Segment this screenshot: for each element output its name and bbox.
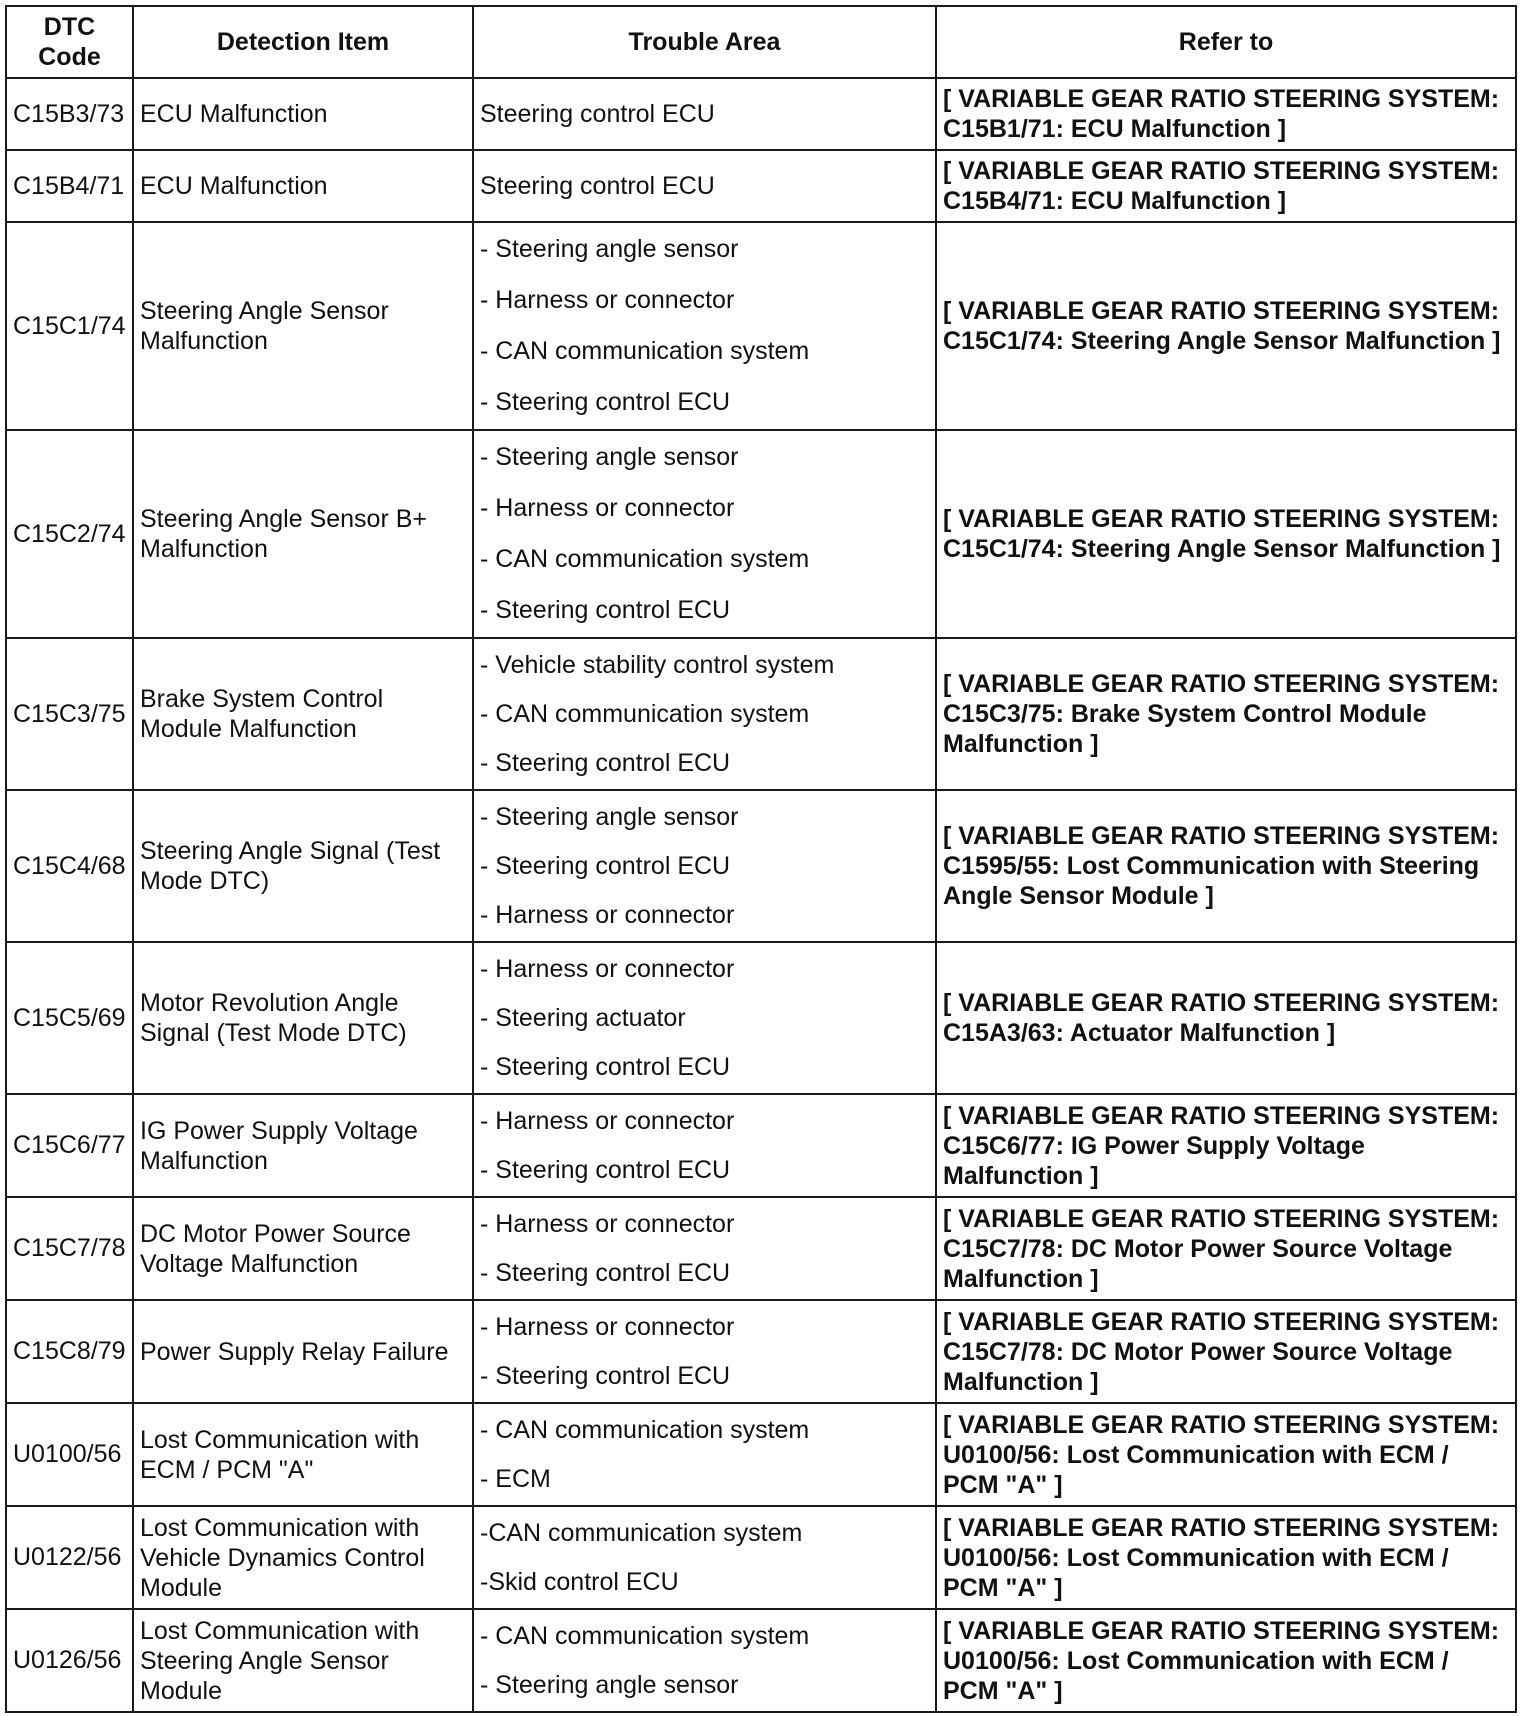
dtc-code-cell: C15B4/71 (6, 150, 133, 222)
trouble-area-line: - CAN communication system (480, 545, 810, 573)
trouble-area-line: -Skid control ECU (480, 1567, 679, 1596)
trouble-area-cell (473, 1094, 936, 1197)
table-row (6, 1403, 1516, 1506)
refer-to-cell: [ VARIABLE GEAR RATIO STEERING SYSTEM: C15C3/75: Brake System Control Module Malfunction ] (936, 638, 1516, 790)
trouble-area-line: - Harness or connector (480, 494, 735, 522)
table-row (6, 790, 1516, 942)
detection-item-cell: IG Power Supply Voltage Malfunction (133, 1094, 473, 1197)
refer-to-cell: [ VARIABLE GEAR RATIO STEERING SYSTEM: C15B4/71: ECU Malfunction ] (936, 150, 1516, 222)
trouble-area-line: - Steering angle sensor (480, 802, 739, 831)
detection-item-cell: Lost Communication with ECM / PCM "A" (133, 1403, 473, 1506)
trouble-area-line: - CAN communication system (480, 1415, 810, 1444)
trouble-area-line: - CAN communication system (480, 1621, 810, 1650)
table-row (6, 150, 1516, 222)
detection-item-cell: DC Motor Power Source Voltage Malfunction (133, 1197, 473, 1300)
trouble-area-line: - Steering angle sensor (480, 443, 739, 471)
trouble-area-cell (473, 150, 936, 222)
dtc-code-cell: U0122/56 (6, 1506, 133, 1609)
refer-to-cell: [ VARIABLE GEAR RATIO STEERING SYSTEM: C15A3/63: Actuator Malfunction ] (936, 942, 1516, 1094)
table-row (6, 222, 1516, 430)
table-row (6, 1506, 1516, 1609)
table-row (6, 1609, 1516, 1712)
detection-item-cell: ECU Malfunction (133, 150, 473, 222)
trouble-area-line: - Steering control ECU (480, 596, 731, 624)
trouble-area-line: - Harness or connector (480, 1209, 735, 1238)
trouble-area-cell (473, 638, 936, 790)
table-row (6, 1094, 1516, 1197)
detection-item-cell: Lost Communication with Vehicle Dynamics Control Module (133, 1506, 473, 1609)
trouble-area-cell (473, 222, 936, 430)
trouble-area-line: - Steering control ECU (480, 748, 731, 777)
dtc-code-cell: U0100/56 (6, 1403, 133, 1506)
header-refer-to: Refer to (936, 6, 1516, 78)
trouble-area-line: - Steering control ECU (480, 1052, 731, 1081)
detection-item-cell: ECU Malfunction (133, 78, 473, 150)
trouble-area-line: - Harness or connector (480, 1106, 735, 1135)
dtc-code-cell: C15C8/79 (6, 1300, 133, 1403)
trouble-area-line: - Steering control ECU (480, 1155, 731, 1184)
refer-to-cell: [ VARIABLE GEAR RATIO STEERING SYSTEM: C15B1/71: ECU Malfunction ] (936, 78, 1516, 150)
refer-to-cell: [ VARIABLE GEAR RATIO STEERING SYSTEM: C15C7/78: DC Motor Power Source Voltage Malfunction ] (936, 1300, 1516, 1403)
refer-to-cell: [ VARIABLE GEAR RATIO STEERING SYSTEM: C15C1/74: Steering Angle Sensor Malfunction ] (936, 430, 1516, 638)
trouble-area-line: - Steering angle sensor (480, 1670, 739, 1699)
dtc-table (5, 5, 1517, 1713)
refer-to-cell: [ VARIABLE GEAR RATIO STEERING SYSTEM: C15C7/78: DC Motor Power Source Voltage Malfunction ] (936, 1197, 1516, 1300)
table-row (6, 78, 1516, 150)
refer-to-cell: [ VARIABLE GEAR RATIO STEERING SYSTEM: C15C1/74: Steering Angle Sensor Malfunction ] (936, 222, 1516, 430)
table-row (6, 942, 1516, 1094)
trouble-area-line: - Steering angle sensor (480, 235, 739, 263)
trouble-area-line: - Steering control ECU (480, 1361, 731, 1390)
table-row (6, 638, 1516, 790)
detection-item-cell: Steering Angle Sensor Malfunction (133, 222, 473, 430)
table-row (6, 1300, 1516, 1403)
trouble-area-cell (473, 1300, 936, 1403)
dtc-code-cell: C15C7/78 (6, 1197, 133, 1300)
table-row (6, 1197, 1516, 1300)
dtc-code-cell: C15B3/73 (6, 78, 133, 150)
header-dtc-code: DTC Code (6, 6, 133, 78)
table-row (6, 430, 1516, 638)
trouble-area-line: - Harness or connector (480, 900, 735, 929)
trouble-area-line: - Harness or connector (480, 286, 735, 314)
trouble-area-line: - Steering control ECU (480, 851, 731, 880)
header-row (6, 6, 1516, 78)
trouble-area-line: - CAN communication system (480, 337, 810, 365)
trouble-area-line: -CAN communication system (480, 1518, 803, 1547)
refer-to-cell: [ VARIABLE GEAR RATIO STEERING SYSTEM: C1595/55: Lost Communication with Steering Angle Sensor Module ] (936, 790, 1516, 942)
header-detection-item: Detection Item (133, 6, 473, 78)
table-body (6, 78, 1516, 1712)
dtc-code-cell: C15C2/74 (6, 430, 133, 638)
trouble-area-line: - CAN communication system (480, 699, 810, 728)
dtc-code-cell: C15C6/77 (6, 1094, 133, 1197)
refer-to-cell: [ VARIABLE GEAR RATIO STEERING SYSTEM: C15C6/77: IG Power Supply Voltage Malfunction ] (936, 1094, 1516, 1197)
refer-to-cell: [ VARIABLE GEAR RATIO STEERING SYSTEM: U0100/56: Lost Communication with ECM / PCM "A" ] (936, 1609, 1516, 1712)
trouble-area-cell (473, 942, 936, 1094)
dtc-code-cell: C15C1/74 (6, 222, 133, 430)
dtc-code-cell: C15C4/68 (6, 790, 133, 942)
dtc-code-cell: C15C3/75 (6, 638, 133, 790)
trouble-area-line: - Harness or connector (480, 954, 735, 983)
trouble-area-line: - Vehicle stability control system (480, 650, 835, 679)
dtc-code-cell: U0126/56 (6, 1609, 133, 1712)
trouble-area-line: - Steering actuator (480, 1003, 686, 1032)
trouble-area-line: - Harness or connector (480, 1312, 735, 1341)
trouble-area-line: Steering control ECU (480, 172, 715, 200)
trouble-area-line: - Steering control ECU (480, 388, 731, 416)
detection-item-cell: Steering Angle Sensor B+ Malfunction (133, 430, 473, 638)
trouble-area-cell (473, 1609, 936, 1712)
detection-item-cell: Motor Revolution Angle Signal (Test Mode DTC) (133, 942, 473, 1094)
refer-to-cell: [ VARIABLE GEAR RATIO STEERING SYSTEM: U0100/56: Lost Communication with ECM / PCM "A" ] (936, 1403, 1516, 1506)
dtc-code-cell: C15C5/69 (6, 942, 133, 1094)
trouble-area-cell (473, 1197, 936, 1300)
detection-item-cell: Lost Communication with Steering Angle Sensor Module (133, 1609, 473, 1712)
detection-item-cell: Power Supply Relay Failure (133, 1300, 473, 1403)
trouble-area-line: Steering control ECU (480, 100, 715, 128)
trouble-area-cell (473, 1403, 936, 1506)
refer-to-cell: [ VARIABLE GEAR RATIO STEERING SYSTEM: U0100/56: Lost Communication with ECM / PCM "A" ] (936, 1506, 1516, 1609)
detection-item-cell: Brake System Control Module Malfunction (133, 638, 473, 790)
trouble-area-line: - Steering control ECU (480, 1258, 731, 1287)
header-trouble-area: Trouble Area (473, 6, 936, 78)
trouble-area-cell (473, 1506, 936, 1609)
trouble-area-cell (473, 790, 936, 942)
trouble-area-line: - ECM (480, 1464, 551, 1493)
trouble-area-cell (473, 430, 936, 638)
trouble-area-cell (473, 78, 936, 150)
detection-item-cell: Steering Angle Signal (Test Mode DTC) (133, 790, 473, 942)
